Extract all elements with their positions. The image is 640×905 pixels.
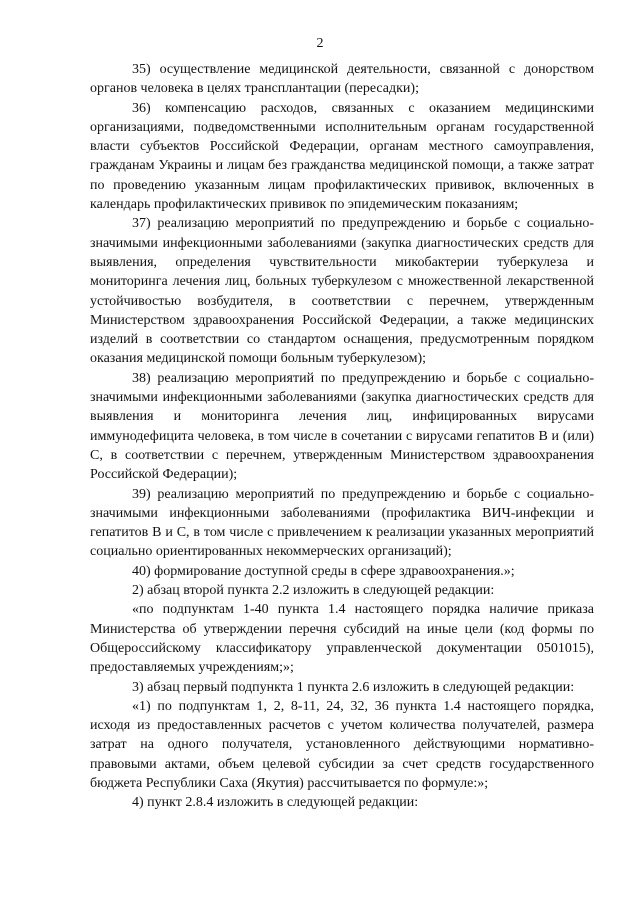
amendment-3: 3) абзац первый подпункта 1 пункта 2.6 изложить в следующей редакции: <box>132 679 575 695</box>
page-number: 2 <box>316 36 324 51</box>
paragraph-39: 39) реализацию мероприятий по предупреждению и борьбе с социально-значимыми инфекционными заболеваниями (профилактика ВИЧ-инфекции и гепатитов B и C, в том числе с привлечением к реализации указанных мероприятий социально ориентированных некоммерческих организаций); <box>90 486 594 560</box>
amendment-3-text: «1) по подпунктам 1, 2, 8-11, 24, 32, 36 пункта 1.4 настоящего порядка, исходя из предоставленных расчетов с учетом количества получателей, размера затрат на одного получателя, установленного действующими нормативно-правовыми актами, объем целевой субсидии за счет средств государственного бюджета Республики Саха (Якутия) рассчитывается по формуле:»; <box>90 698 594 791</box>
paragraph-37: 37) реализацию мероприятий по предупреждению и борьбе с социально-значимыми инфекционными заболеваниями (закупка диагностических средств для выявления, определения чувствительности микобактерии туберкулеза и мониторинга лечения лиц, больных туберкулезом с множественной лекарственной устойчивостью возбудителя, в соответствии с перечнем, утвержденным Министерством здравоохранения Российской Федерации, а также медицинских изделий в соответствии со стандартом оснащения, предусмотренным порядком оказания медицинской помощи больным туберкулезом); <box>90 216 594 367</box>
amendment-2: 2) абзац второй пункта 2.2 изложить в следующей редакции: <box>132 583 495 599</box>
paragraph-40: 40) формирование доступной среды в сфере здравоохранения.»; <box>132 563 515 579</box>
amendment-2-text: «по подпунктам 1-40 пункта 1.4 настоящего порядка наличие приказа Министерства об утверждении перечня субсидий на иные цели (код формы по Общероссийскому классификатору управленческой документации 0501015), предоставляемых учреждениям;»; <box>90 602 594 676</box>
amendment-4: 4) пункт 2.8.4 изложить в следующей редакции: <box>132 795 419 811</box>
document-body <box>90 60 594 813</box>
paragraph-38: 38) реализацию мероприятий по предупреждению и борьбе с социально-значимыми инфекционными заболеваниями (закупка диагностических средств для выявления и мониторинга лечения лиц, инфицированных вирусами иммунодефицита человека, в том числе в сочетании с вирусами гепатитов B и (или) C, в соответствии с перечнем, утвержденным Министерством здравоохранения Российской Федерации); <box>90 370 594 483</box>
paragraph-35: 35) осуществление медицинской деятельности, связанной с донорством органов человека в целях трансплантации (пересадки); <box>90 62 594 97</box>
paragraph-36: 36) компенсацию расходов, связанных с оказанием медицинскими организациями, подведомственными исполнительным органам государственной власти субъектов Российской Федерации, органам местного самоуправления, гражданам Украины и лицам без гражданства медицинской помощи, а также затрат по проведению указанным лицам профилактических прививок, включенных в календарь профилактических прививок по эпидемическим показаниям; <box>90 100 594 213</box>
